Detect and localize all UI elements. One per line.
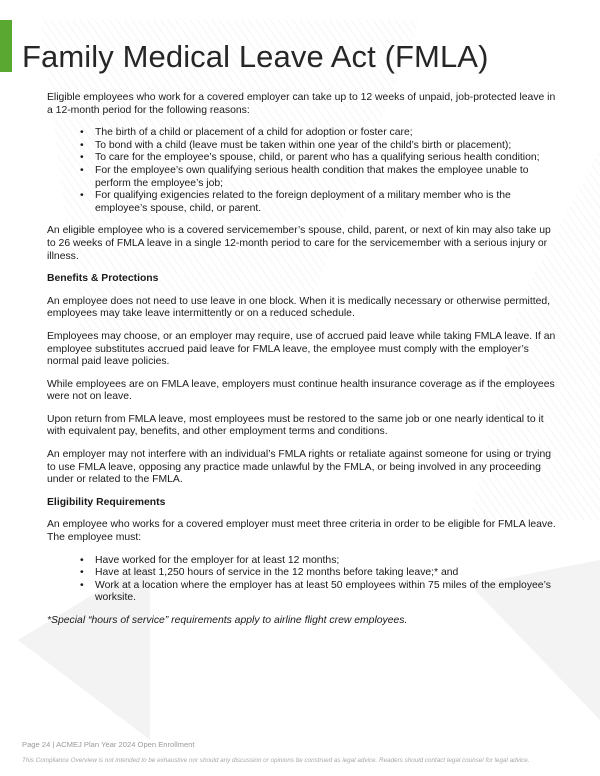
criteria-list bbox=[47, 555, 557, 605]
page-title: Family Medical Leave Act (FMLA) bbox=[22, 38, 489, 74]
benefits-heading: Benefits & Protections bbox=[47, 273, 159, 285]
benefits-paragraph: While employees are on FMLA leave, employers must continue health insurance coverage as if the employees were not on leave. bbox=[47, 378, 555, 403]
accent-bar bbox=[0, 20, 12, 72]
eligibility-heading: Eligibility Requirements bbox=[47, 496, 166, 508]
benefits-paragraph: An employee does not need to use leave in one block. When it is medically necessary or otherwise permitted, employees may take leave intermittently or on a reduced schedule. bbox=[47, 295, 551, 320]
list-item: • To bond with a child (leave must be taken within one year of the child’s birth or placement); bbox=[95, 140, 557, 153]
list-item: • For the employee’s own qualifying serious health condition that makes the employee unable to perform the employee’s job; bbox=[95, 165, 557, 190]
page-footer: Page 24 | ACMEJ Plan Year 2024 Open Enrollment bbox=[22, 740, 195, 749]
disclaimer: This Compliance Overview is not intended to be exhaustive nor should any discussion or opinions be construed as legal advice. Readers should contact legal counsel for legal advice. bbox=[22, 757, 530, 764]
list-item: • To care for the employee’s spouse, child, or parent who has a qualifying serious health condition; bbox=[95, 152, 557, 165]
list-item: • The birth of a child or placement of a child for adoption or foster care; bbox=[95, 127, 557, 140]
benefits-paragraph: Upon return from FMLA leave, most employees must be restored to the same job or one nearly identical to it with equivalent pay, benefits, and other employment terms and conditions. bbox=[47, 413, 544, 438]
list-item: • For qualifying exigencies related to the foreign deployment of a military member who is the employee’s spouse, child, or parent. bbox=[95, 190, 557, 215]
benefits-paragraph: Employees may choose, or an employer may require, use of accrued paid leave while taking FMLA leave. If an employee substitutes accrued paid leave for FMLA leave, the employee must comply with the employer’s normal paid leave policies. bbox=[47, 330, 556, 368]
servicemember-paragraph: An eligible employee who is a covered servicemember’s spouse, child, parent, or next of kin may also take up to 26 weeks of FMLA leave in a single 12-month period to care for the servicemember with a serious injury or illness. bbox=[47, 225, 551, 262]
eligibility-intro: An employee who works for a covered employer must meet three criteria in order to be eligible for FMLA leave. The employee must: bbox=[47, 519, 556, 544]
footnote: *Special “hours of service” requirements apply to airline flight crew employees. bbox=[47, 615, 408, 626]
reasons-list bbox=[47, 127, 557, 215]
list-item: • Have worked for the employer for at least 12 months; bbox=[95, 555, 557, 568]
intro-paragraph: Eligible employees who work for a covered employer can take up to 12 weeks of unpaid, job-protected leave in a 12-month period for the following reasons: bbox=[47, 92, 556, 116]
benefits-paragraph: An employer may not interfere with an individual’s FMLA rights or retaliate against someone for using or trying to use FMLA leave, opposing any practice made unlawful by the FMLA, or being involved in any proceeding under or related to the FMLA. bbox=[47, 449, 552, 486]
document-body bbox=[47, 92, 557, 638]
list-item: • Work at a location where the employer has at least 50 employees within 75 miles of the employee’s worksite. bbox=[95, 580, 557, 605]
list-item: • Have at least 1,250 hours of service in the 12 months before taking leave;* and bbox=[95, 567, 557, 580]
